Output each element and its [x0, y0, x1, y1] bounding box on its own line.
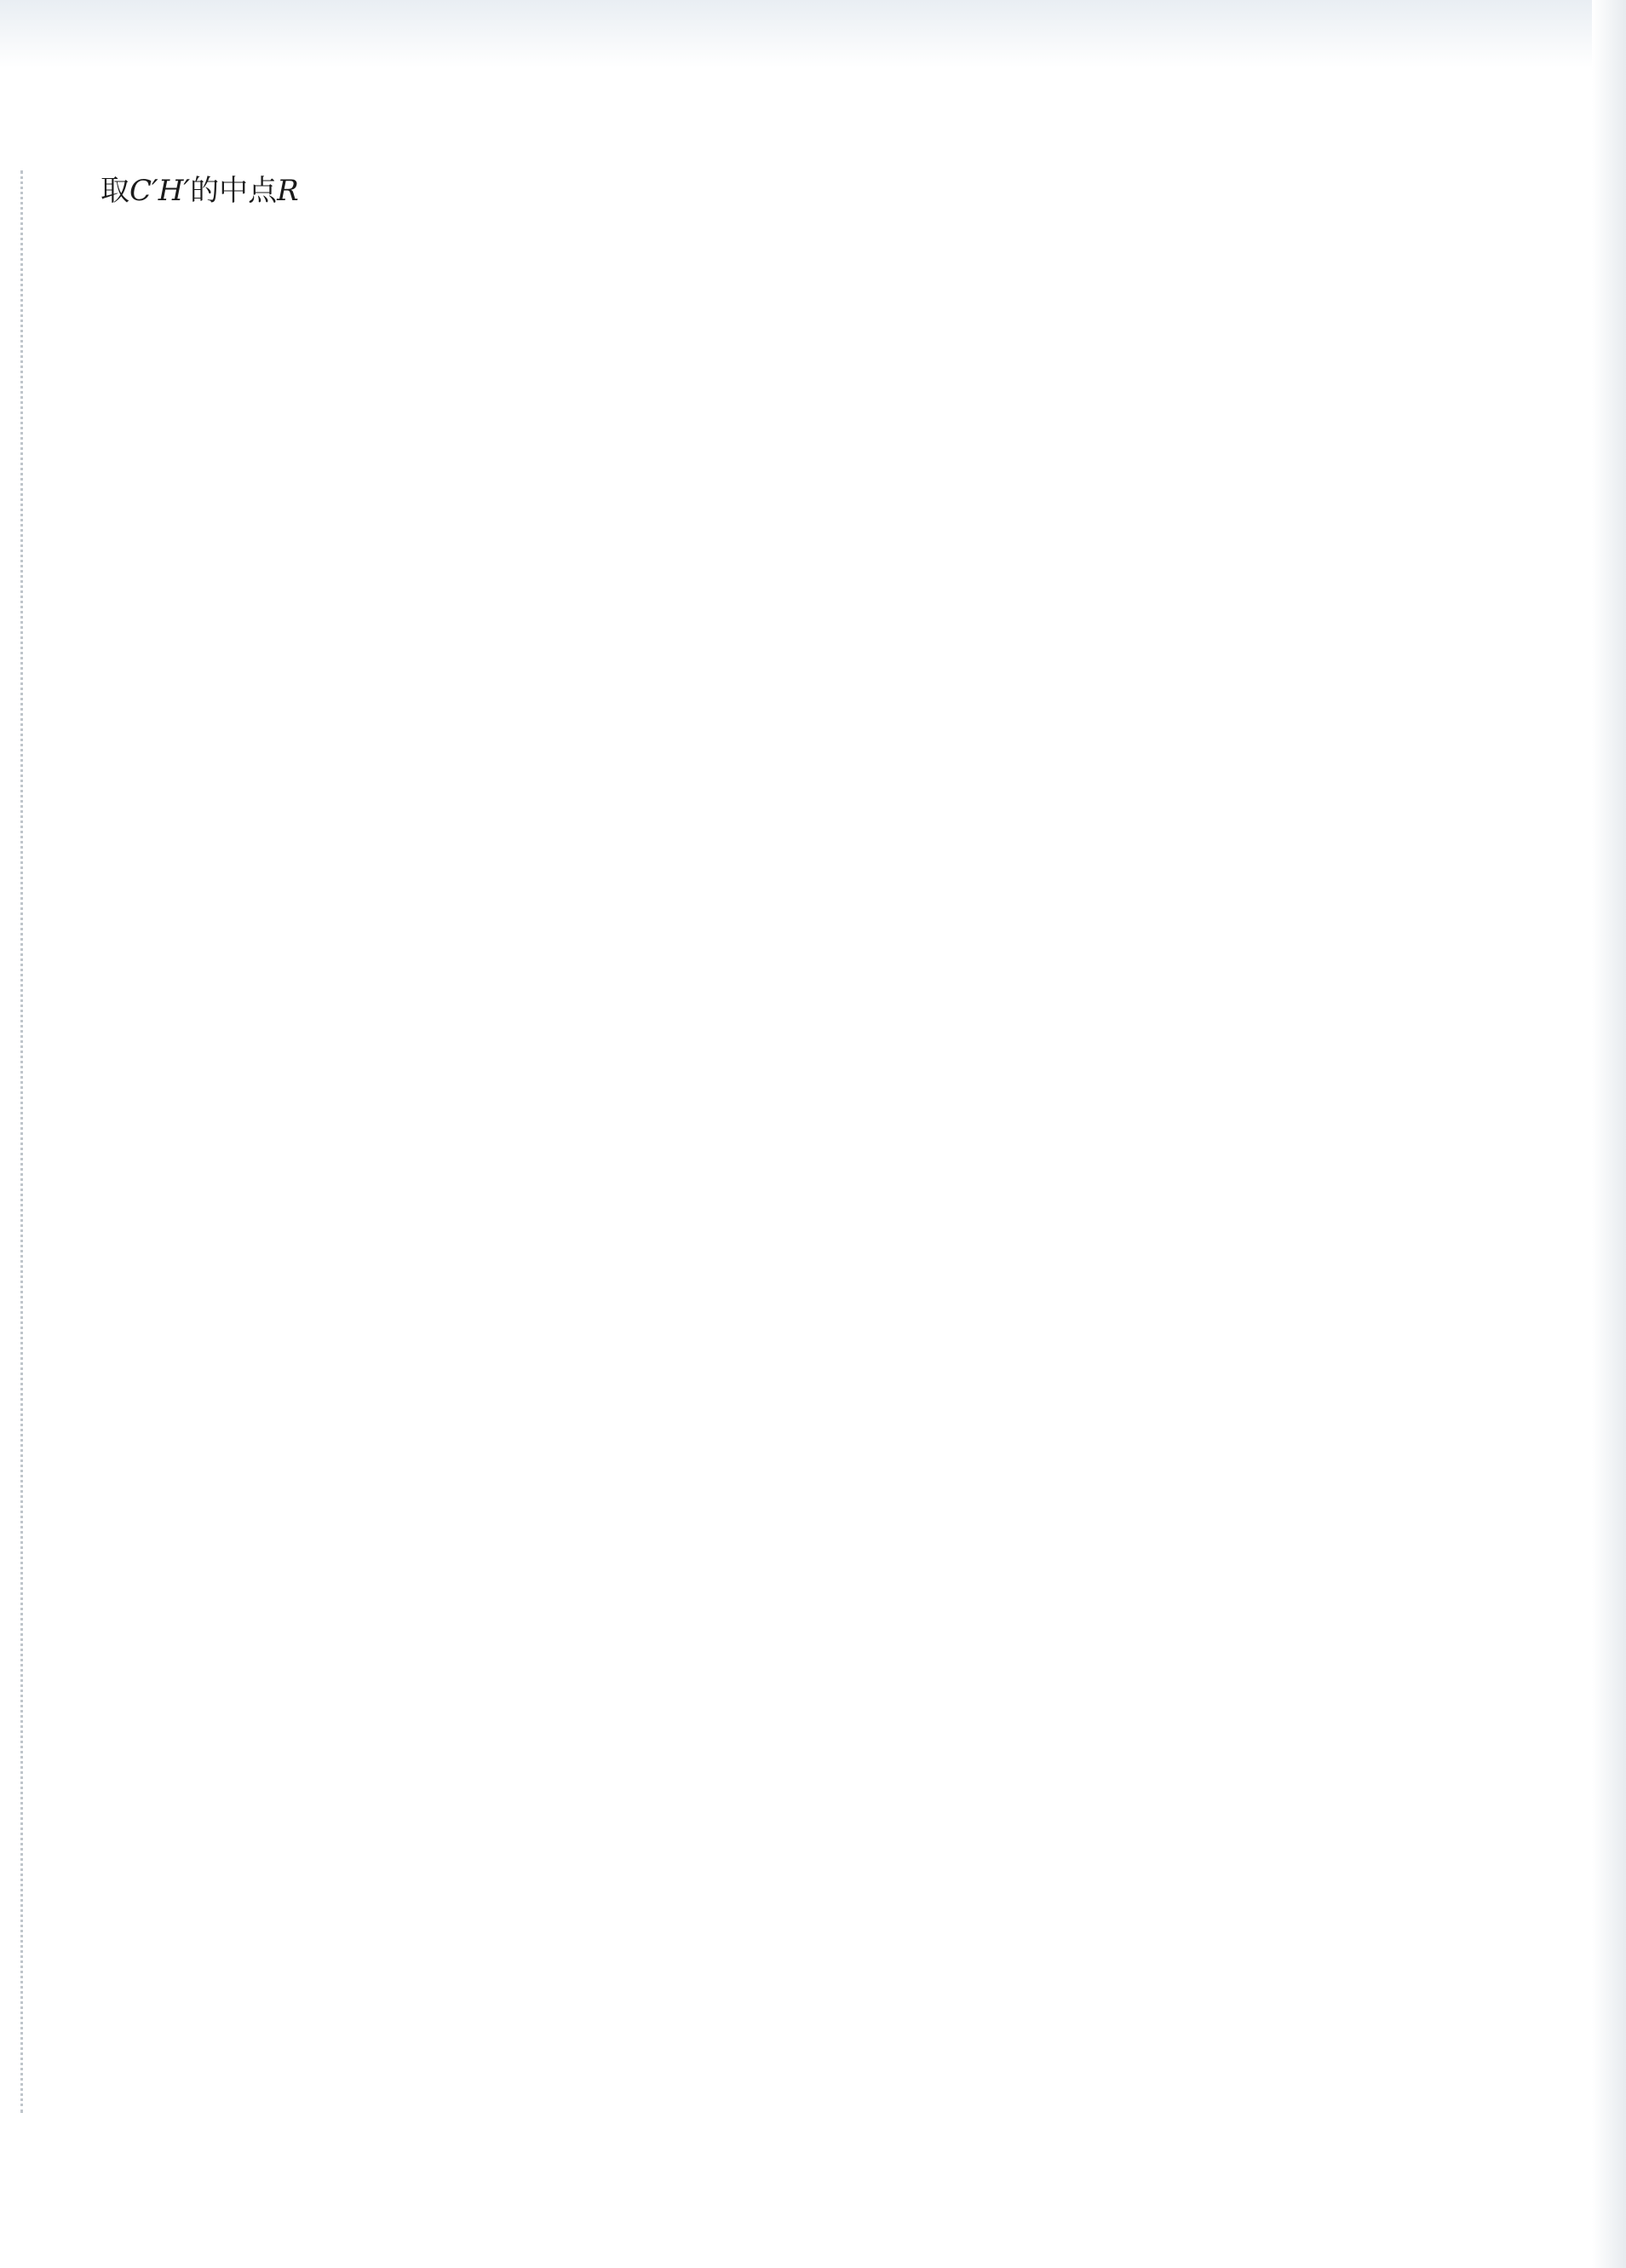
binding-margin-line [20, 170, 23, 2113]
page-shadow-top [0, 0, 1626, 68]
page-shadow-right [1592, 0, 1626, 2268]
cont-line-1: 取C′H′的中点R [101, 174, 299, 208]
